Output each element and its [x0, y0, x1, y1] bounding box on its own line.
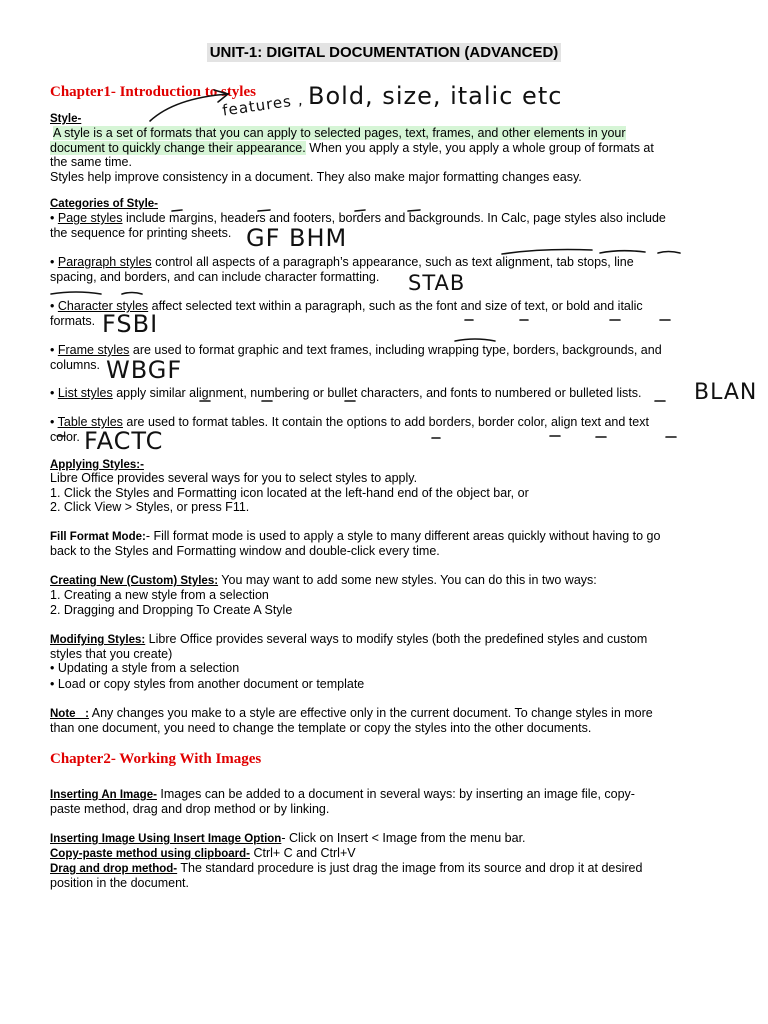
applying-heading: Applying Styles:- [50, 459, 144, 471]
copy-paste-line: Copy-paste method using clipboard- Ctrl+ C and Ctrl+V [50, 846, 356, 860]
page-styles-line-2: the sequence for printing sheets. [50, 226, 232, 240]
list-styles-line: • List styles apply similar alignment, numbering or bullet characters, and fonts to numbered or bulleted lists. [50, 386, 642, 400]
handwritten-wbgf: WBGF [106, 356, 183, 384]
chapter2-heading: Chapter2- Working With Images [50, 751, 262, 767]
character-styles-line-2: formats. [50, 314, 96, 328]
tick-mark-5 [502, 250, 592, 255]
tick-mark-3 [355, 210, 365, 211]
table-styles-line-1: • Table styles are used to format tables. It contain the options to add borders, border color, align text and text [50, 415, 649, 429]
inserting-line-1: Inserting An Image- Images can be added to a document in several ways: by inserting an image file, copy- [50, 787, 635, 801]
tick-mark-8 [51, 292, 101, 294]
handwritten-gf-bhm: GF BHM [246, 224, 348, 252]
style-heading: Style- [50, 113, 82, 125]
table-styles-line-2: color. [50, 430, 80, 444]
drag-drop-line-2: position in the document. [50, 876, 189, 890]
paragraph-styles-line-2: spacing, and borders, and can include character formatting. [50, 270, 380, 284]
tick-mark-2 [258, 210, 270, 211]
character-styles-line-1: • Character styles affect selected text within a paragraph, such as the font and size of text, or bold and italic [50, 299, 643, 313]
handwritten-features: features , [221, 90, 305, 120]
modifying-line-1: Modifying Styles: Libre Office provides several ways to modify styles (both the predefined styles and custom [50, 632, 648, 646]
handwritten-stab: STAB [408, 271, 466, 295]
modifying-line-4: • Load or copy styles from another document or template [50, 677, 365, 691]
style-line-2: document to quickly change their appearance. When you apply a style, you apply a whole group of formats at [50, 141, 654, 155]
arrow-to-features [150, 94, 228, 121]
tick-mark-7 [658, 252, 680, 254]
frame-styles-line-1: • Frame styles are used to format graphic and text frames, including wrapping type, borders, backgrounds, and [50, 343, 662, 357]
modifying-line-2: styles that you create) [50, 647, 173, 661]
handwritten-bold-size: Bold, size, italic etc [308, 82, 563, 110]
creating-line-1: Creating New (Custom) Styles: You may want to add some new styles. You can do this in two ways: [50, 573, 597, 587]
handwritten-factc: FACTC [84, 427, 164, 455]
tick-mark-14 [455, 339, 495, 341]
handwritten-blan: BLAN [694, 380, 758, 405]
categories-heading: Categories of Style- [50, 198, 158, 210]
creating-line-2: 1. Creating a new style from a selection [50, 588, 269, 602]
page-title: UNIT-1: DIGITAL DOCUMENTATION (ADVANCED) [0, 44, 768, 61]
fill-format-line-2: back to the Styles and Formatting window and double-click every time. [50, 544, 440, 558]
style-line-4: Styles help improve consistency in a document. They also make major formatting changes easy. [50, 170, 582, 184]
drag-drop-line-1: Drag and drop method- The standard procedure is just drag the image from its source and drop it at desired [50, 861, 643, 875]
handwritten-fsbi: FSBI [102, 310, 159, 338]
modifying-line-3: • Updating a style from a selection [50, 661, 240, 675]
tick-mark-4 [408, 210, 420, 211]
applying-line-2: 1. Click the Styles and Formatting icon located at the left-hand end of the object bar, or [50, 486, 529, 500]
tick-mark-1 [172, 210, 182, 211]
creating-line-3: 2. Dragging and Dropping To Create A Style [50, 603, 293, 617]
note-line-1: Note_ : Any changes you make to a style are effective only in the current document. To change styles in more [50, 706, 653, 720]
fill-format-line-1: Fill Format Mode:- Fill format mode is used to apply a style to many different areas quickly without having to go [50, 529, 661, 543]
insert-option-line: Inserting Image Using Insert Image Option- Click on Insert < Image from the menu bar. [50, 831, 526, 845]
tick-mark-9 [122, 293, 142, 295]
style-line-3: the same time. [50, 155, 132, 169]
chapter1-heading: Chapter1- Introduction to styles [50, 84, 256, 100]
arrow-head [214, 90, 228, 102]
applying-line-3: 2. Click View > Styles, or press F11. [50, 500, 250, 514]
tick-mark-6 [600, 251, 645, 253]
frame-styles-line-2: columns. [50, 358, 101, 372]
note-line-2: than one document, you need to change the template or copy the styles into the other documents. [50, 721, 592, 735]
style-line-1: A style is a set of formats that you can apply to selected pages, text, frames, and other elements in your [53, 126, 626, 140]
applying-line-1: Libre Office provides several ways for you to select styles to apply. [50, 471, 418, 485]
inserting-line-2: paste method, drag and drop method or by linking. [50, 802, 330, 816]
page-styles-line-1: • Page styles include margins, headers and footers, borders and backgrounds. In Calc, page styles also include [50, 211, 666, 225]
paragraph-styles-line-1: • Paragraph styles control all aspects of a paragraph’s appearance, such as text alignment, tab stops, line [50, 255, 634, 269]
